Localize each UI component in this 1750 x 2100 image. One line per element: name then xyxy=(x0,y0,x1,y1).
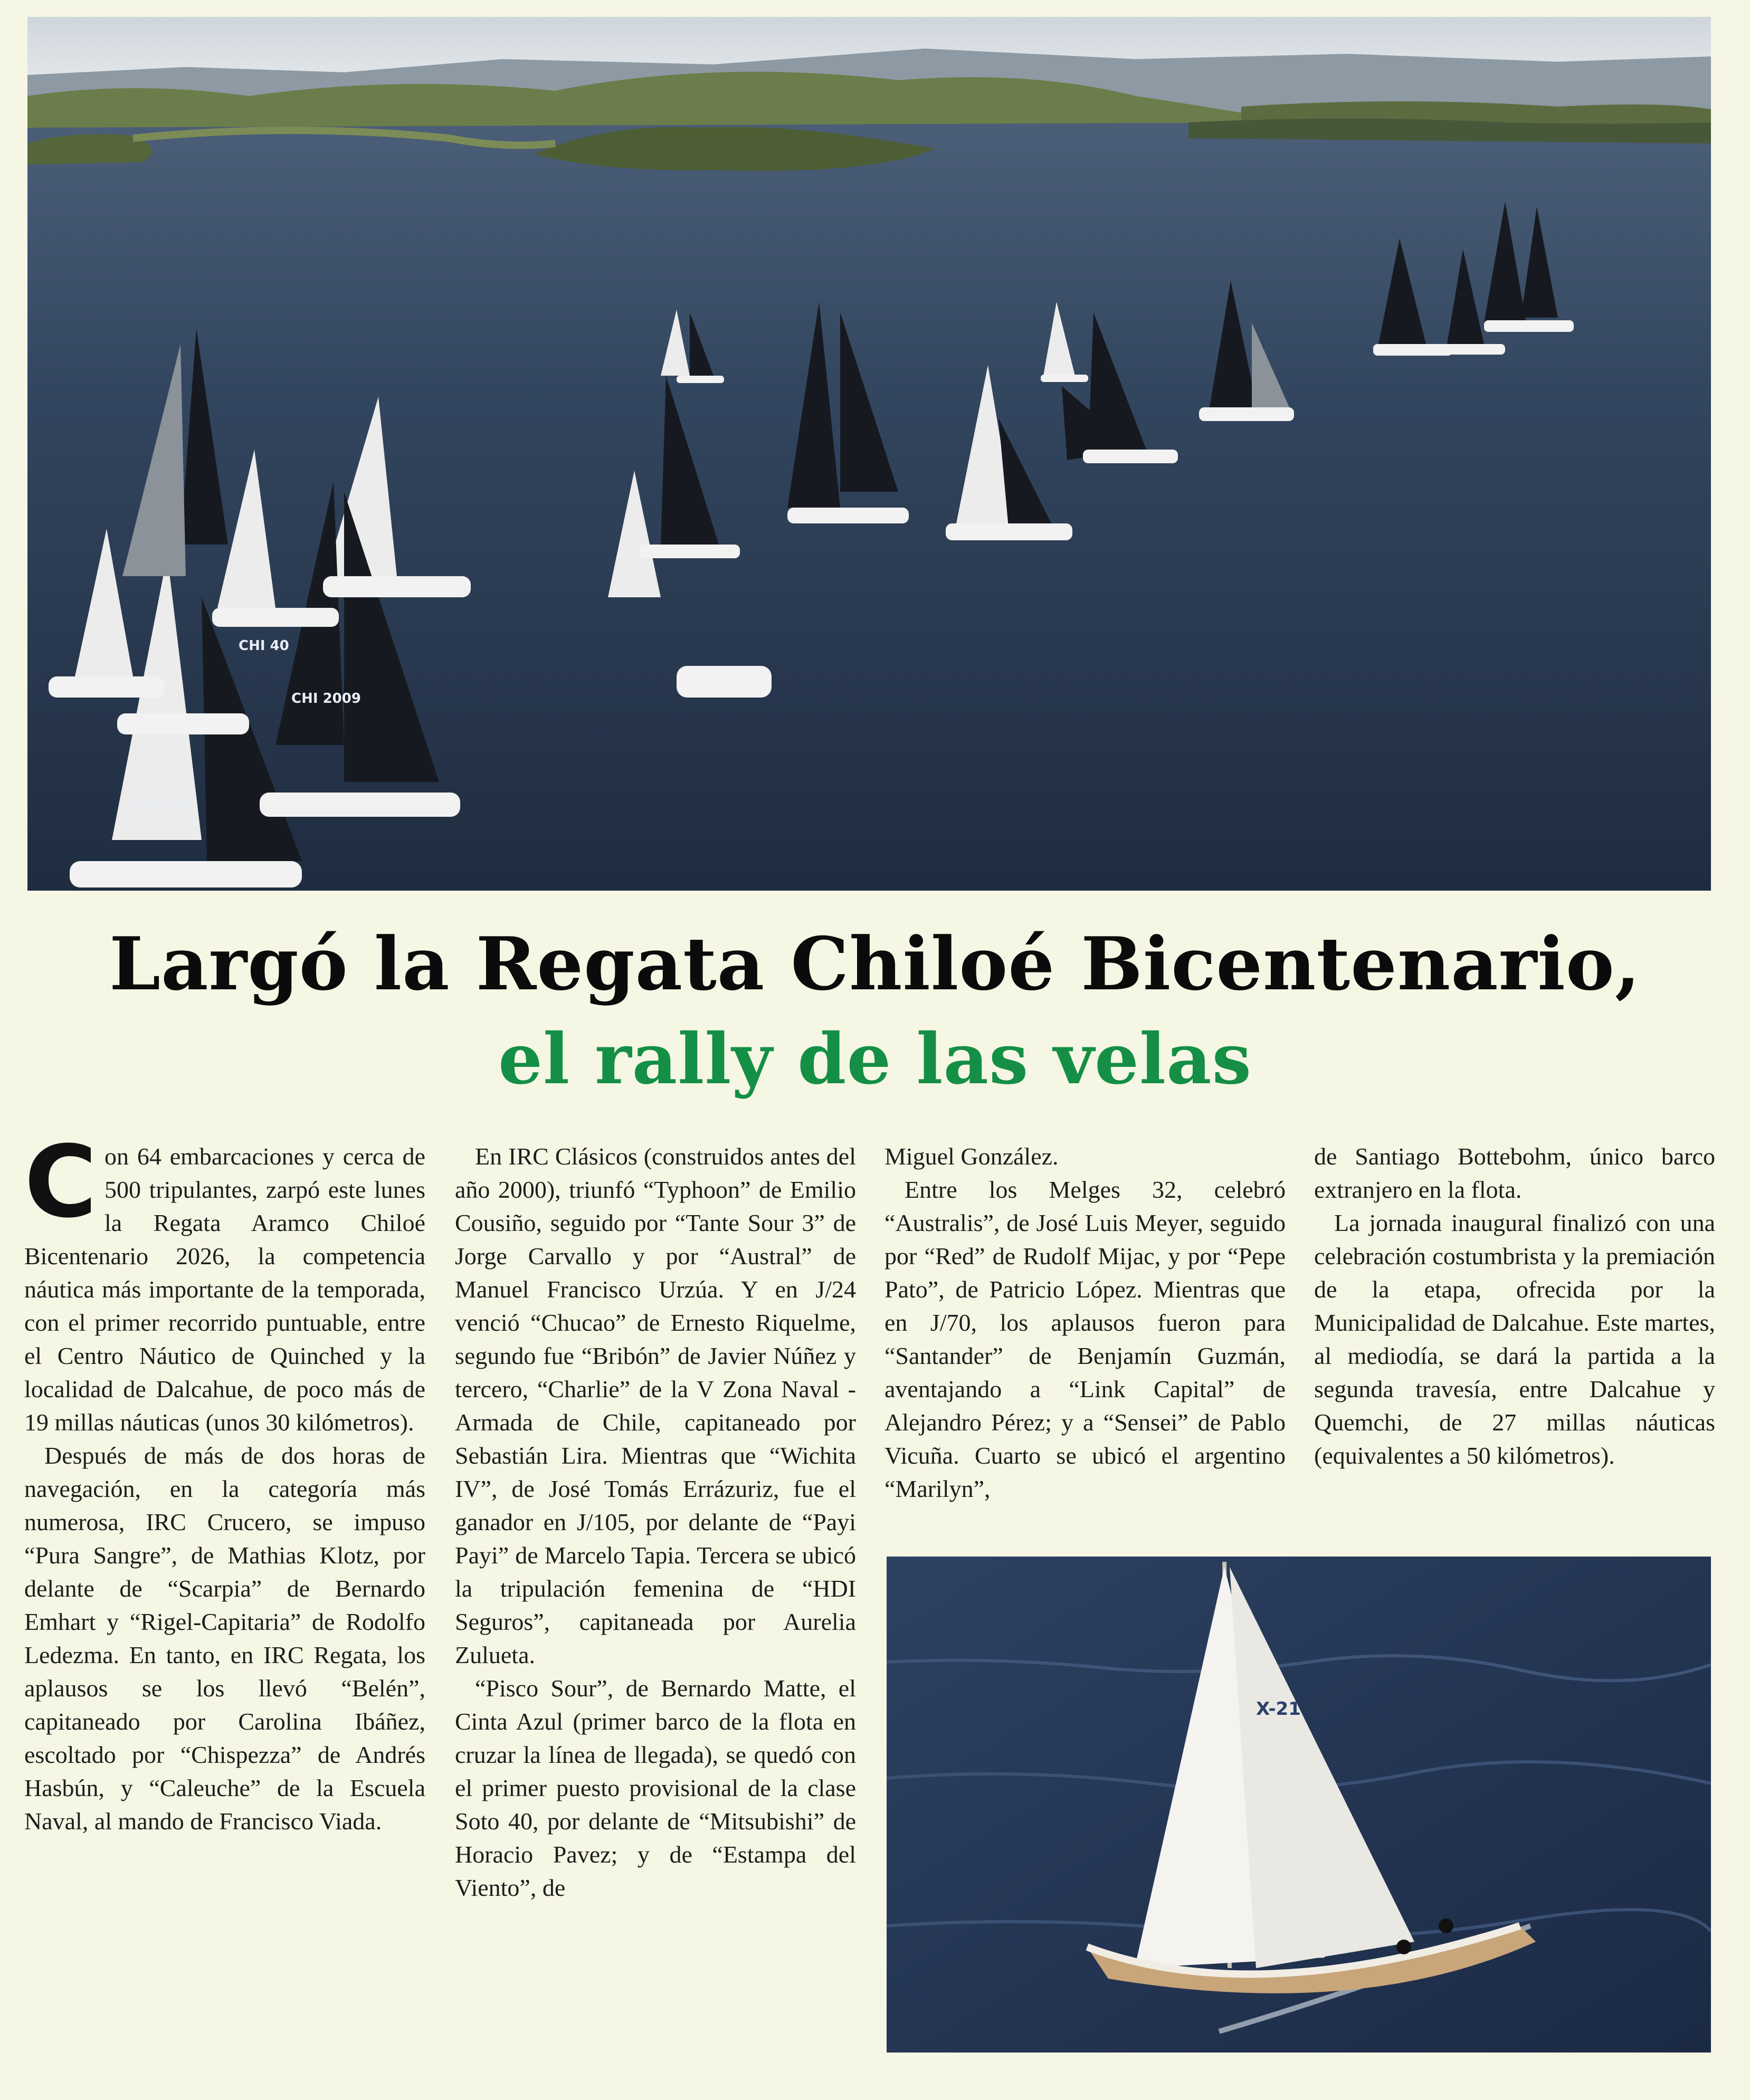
regatta-fleet-photo xyxy=(27,17,1711,891)
article-paragraph-1 xyxy=(24,1124,425,1439)
sail-number-chi-2009: CHI 2009 xyxy=(291,691,361,707)
article-paragraph-4: “Pisco Sour”, de Bernardo Matte, el Cinta Azul (primer barco de la flota en cruzar la línea de llegada), se quedó con el primer puesto provisional de la clase Soto 40, por delante de “Mitsubishi” de Horacio Pavez; y de “Estampa del Viento”, de xyxy=(455,1675,856,1901)
article-paragraph-5-continued: de Santiago Bottebohm, único barco extranjero en la flota. xyxy=(1314,1143,1715,1203)
article-paragraph-2: Después de más de dos horas de navegación, en la categoría más numerosa, IRC Crucero, se impuso “Pura Sangre”, de Mathias Klotz, por delante de “Scarpia” de Bernardo Emhart y “Rigel-Capitaria” de Rodolfo Ledezma. En tanto, en IRC Regata, los aplausos se los llevó “Belén”, capitaneado por Carolina Ibáñez, escoltado por “Chispezza” de Andrés Hasbún, y “Caleuche” de la Escuela Naval, al mando de Francisco Viada. xyxy=(24,1442,425,1835)
paragraph-1-text: on 64 embarcaciones y cerca de 500 tripulantes, zarpó este lunes la Regata Aramco Chiloé Bicentenario 2026, la competencia náutica más importante de la temporada, con el primer recorrido puntuable, entre el Centro Náutico de Quinched y la localidad de Dalcahue, de poco más de 19 millas náuticas (unos 30 kilómetros). xyxy=(24,1143,425,1436)
article-paragraph-5: Entre los Melges 32, celebró “Australis”, de José Luis Meyer, seguido por “Red” de Rudolf Mijac, y por “Pepe Pato”, de Patricio López. Mientras que en J/70, los aplausos fueron para “Santander” de Benjamín Guzmán, aventajando a “Link Capital” de Alejandro Pérez; y a “Sensei” de Pablo Vicuña. Cuarto se ubicó el argentino “Marilyn”, xyxy=(884,1176,1286,1502)
regatta-fleet-illustration xyxy=(27,17,1711,891)
article-paragraph-3: En IRC Clásicos (construidos antes del año 2000), triunfó “Typhoon” de Emilio Cousiño, seguido por “Tante Sour 3” de Jorge Carvallo y por “Austral” de Manuel Francisco Urzúa. Y en J/24 venció “Chucao” de Ernesto Riquelme, segundo fue “Bribón” de Javier Núñez y tercero, “Charlie” de la V Zona Naval - Armada de Chile, capitaneado por Sebastián Lira. Mientras que “Wichita IV”, de José Tomás Errázuriz, fue el ganador en J/105, por delante de “Payi Payi” de Marcelo Tapia. Tercera se ubicó la tripulación femenina de “HDI Seguros”, capitaneada por Aurelia Zulueta. xyxy=(455,1143,856,1668)
article-column-2 xyxy=(455,1140,856,1904)
article-column-1 xyxy=(24,1124,425,1838)
sail-number-x21: X-21 xyxy=(1256,1698,1301,1720)
dropcap-letter: C xyxy=(24,1124,97,1240)
article-paragraph-6: La jornada inaugural finalizó con una celebración costumbrista y la premiación de la etapa, ofrecida por la Municipalidad de Dalcahue. Este martes, al mediodía, se dará la partida a la segunda travesía, entre Dalcahue y Quemchi, de 27 millas náuticas (equivalentes a 50 kilómetros). xyxy=(1314,1209,1715,1469)
headline-line-2: el rally de las velas xyxy=(498,1018,1252,1100)
sail-number-chi-40: CHI 40 xyxy=(239,638,289,654)
headline-line-1: Largó la Regata Chiloé Bicentenario, xyxy=(109,921,1641,1007)
article-column-4 xyxy=(1314,1140,1715,1472)
classic-yacht-illustration xyxy=(887,1557,1711,2053)
article-column-3 xyxy=(884,1140,1286,1505)
sail-number-chi-584: CHI 584 xyxy=(133,796,193,812)
article-paragraph-4-continued: Miguel González. xyxy=(884,1143,1059,1170)
classic-yacht-photo xyxy=(887,1557,1711,2053)
